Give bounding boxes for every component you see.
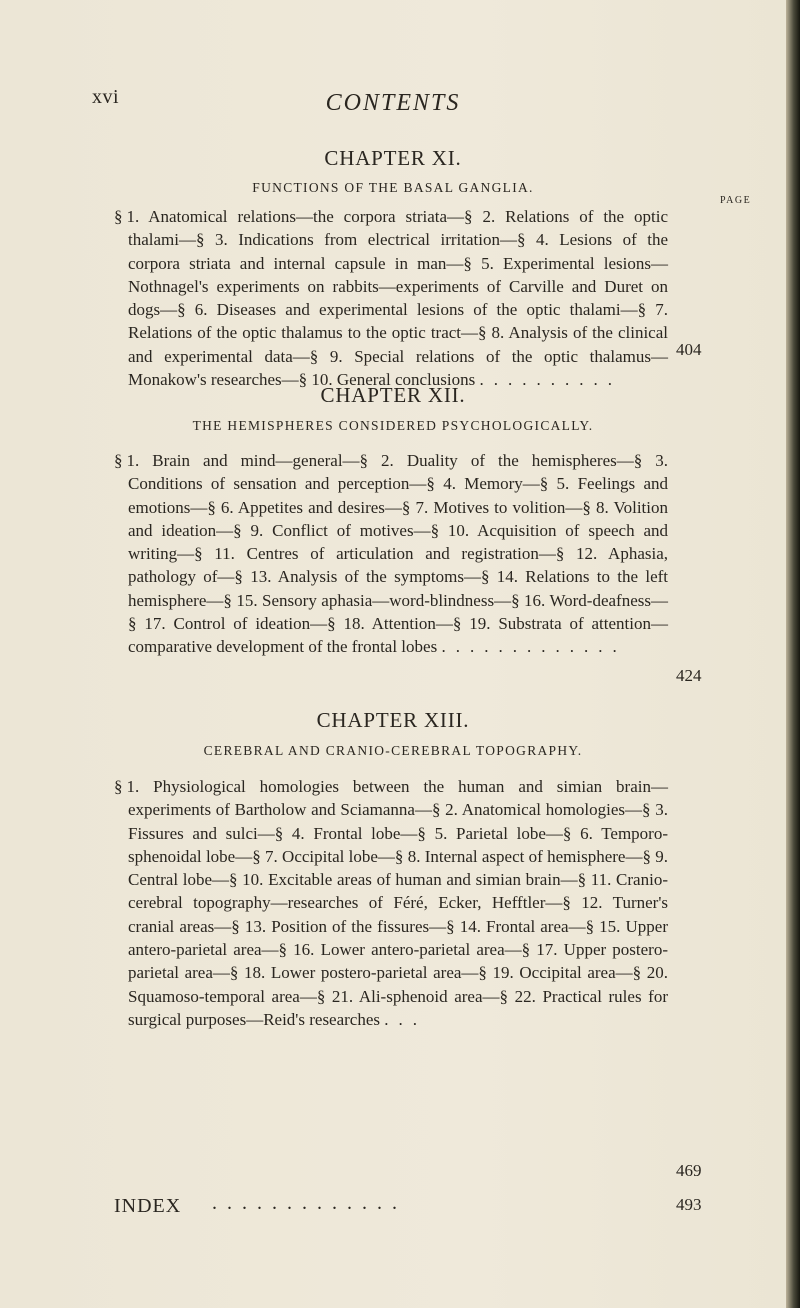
chapter-12-subtitle: THE HEMISPHERES CONSIDERED PSYCHOLOGICALLY.: [192, 418, 594, 433]
section-mark: §: [114, 207, 123, 226]
chapter-12-entry-text: 1. Brain and mind—general—§ 2. Duality of the hemispheres—§ 3. Conditions of sensation and perception—§ 4. Memory—§ 5. Feelings and emotions—§ 6. Appetites and desires—§ 7. Motives to volition—§ 8. Volition and ideation—§ 9. Conflict of motives—§ 10. Acquisition of speech and writing—§ 11. Centres of articulation and registration—§ 12. Aphasia, pathology of—§ 13. Analysis of the symptoms—§ 14. Relations to the left hemisphere—§ 15. Sensory aphasia—word-blindness—§ 16. Word-deafness—§ 17. Control of ideation—§ 18. Attention—§ 19. Substrata of attention—comparative development of the frontal lobes: [126, 451, 668, 657]
index-page-number: 493: [676, 1195, 702, 1214]
chapter-12-title: CHAPTER XII.: [320, 383, 466, 407]
index-heading: INDEX: [114, 1195, 182, 1217]
chapter-13-contents: [114, 775, 668, 1031]
book-spine-edge: [786, 0, 800, 1308]
chapter-11-page-number: 404: [676, 340, 702, 359]
chapter-12-contents: [114, 449, 668, 659]
dot-leader: .............: [441, 637, 627, 657]
chapter-13-subtitle: CEREBRAL AND CRANIO-CEREBRAL TOPOGRAPHY.: [203, 743, 583, 758]
running-head: CONTENTS: [325, 90, 461, 116]
chapter-11-title: CHAPTER XI.: [324, 146, 462, 170]
page-column-label: PAGE: [720, 195, 752, 206]
index-dot-leader: .............: [212, 1192, 407, 1214]
section-mark: §: [114, 777, 123, 796]
chapter-11-subtitle: FUNCTIONS OF THE BASAL GANGLIA.: [252, 180, 534, 195]
page-folio: xvi: [92, 86, 120, 108]
chapter-11-entry-text: 1. Anatomical relations—the corpora striata—§ 2. Relations of the optic thalami—§ 3. Indications from electrical irritation—§ 4. Lesions of the corpora striata and internal capsule in man—§ 5. Experimental lesions—Nothnagel's experiments on rabbits—experiments of Carville and Duret on dogs—§ 6. Diseases and experimental lesions of the optic thalami—§ 7. Relations of the optic thalamus to the optic tract—§ 8. Analysis of the clinical and experimental data—§ 9. Special relations of the optic thalamus—Monakow's researches—§ 10. General conclusions: [126, 207, 668, 390]
section-mark: §: [114, 451, 123, 470]
chapter-13-page-number: 469: [676, 1161, 702, 1180]
chapter-11-contents: [114, 205, 668, 391]
dot-leader: ..........: [479, 370, 622, 390]
chapter-13-entry-text: 1. Physiological homologies between the human and simian brain—experiments of Bartholow and Sciamanna—§ 2. Anatomical homologies—§ 3. Fissures and sulci—§ 4. Frontal lobe—§ 5. Parietal lobe—§ 6. Temporo-sphenoidal lobe—§ 7. Occipital lobe—§ 8. Internal aspect of hemisphere—§ 9. Central lobe—§ 10. Excitable areas of human and simian brain—§ 11. Cranio-cerebral topography—researches of Féré, Ecker, Hefftler—§ 12. Turner's cranial areas—§ 13. Position of the fissures—§ 14. Frontal area—§ 15. Upper antero-parietal area—§ 16. Lower antero-parietal area—§ 17. Upper postero-parietal area—§ 18. Lower postero-parietal area—§ 19. Occipital area—§ 20. Squamoso-temporal area—§ 21. Ali-sphenoid area—§ 22. Practical rules for surgical purposes—Reid's researches: [126, 777, 668, 1029]
chapter-12-page-number: 424: [676, 666, 702, 685]
chapter-13-title: CHAPTER XIII.: [316, 708, 470, 732]
dot-leader: ...: [384, 1009, 428, 1029]
